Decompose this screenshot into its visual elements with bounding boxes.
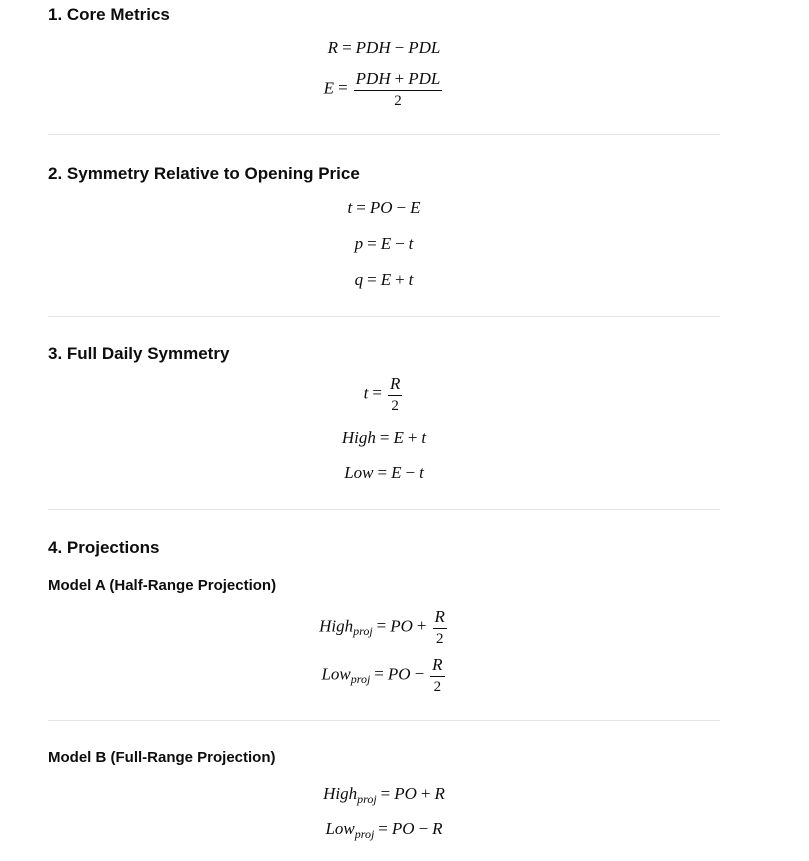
equation-low-proj-full: Low$_{proj}$ = PO − R <box>325 819 443 841</box>
subheading-model-a: Model A (Half-Range Projection) <box>48 577 277 594</box>
section-divider <box>48 316 720 317</box>
subheading-model-b: Model B (Full-Range Projection) <box>48 749 276 766</box>
section-heading-full-daily-symmetry: 3. Full Daily Symmetry <box>48 344 230 363</box>
equation-high: High = E + t <box>341 428 427 447</box>
fraction: $\frac{R}{2}$ <box>389 374 401 414</box>
equation-equilibrium: E = $\frac{\text{PDH + PDL}}{2}$ <box>323 69 441 109</box>
equation-low-proj-half: Low$_{proj}$ = PO − $\frac{R}{2}$ <box>321 655 443 695</box>
equation-range: R = PDH − PDL <box>327 38 441 57</box>
section-divider <box>48 720 720 721</box>
equation-high-proj-full: High$_{proj}$ = PO + R <box>323 784 445 806</box>
section-heading-core-metrics: 1. Core Metrics <box>48 5 170 24</box>
equation-t-half-range: t = $\frac{R}{2}$ <box>363 374 401 414</box>
section-heading-projections: 4. Projections <box>48 538 160 557</box>
fraction: $\frac{R}{2}$ <box>432 655 443 695</box>
equation-q: q = E + t <box>354 270 414 289</box>
equation-low: Low = E − t <box>344 463 424 482</box>
section-divider <box>48 134 720 135</box>
equation-t: t = PO − E <box>347 198 421 217</box>
fraction: $\frac{R}{2}$ <box>434 607 445 647</box>
section-divider <box>48 509 720 510</box>
equation-p: p = E − t <box>354 234 414 253</box>
equation-high-proj-half: High$_{proj}$ = PO + $\frac{R}{2}$ <box>319 607 445 647</box>
fraction: $\frac{\text{PDH + PDL}}{2}$ <box>355 69 441 109</box>
section-heading-symmetry-opening: 2. Symmetry Relative to Opening Price <box>48 164 360 183</box>
